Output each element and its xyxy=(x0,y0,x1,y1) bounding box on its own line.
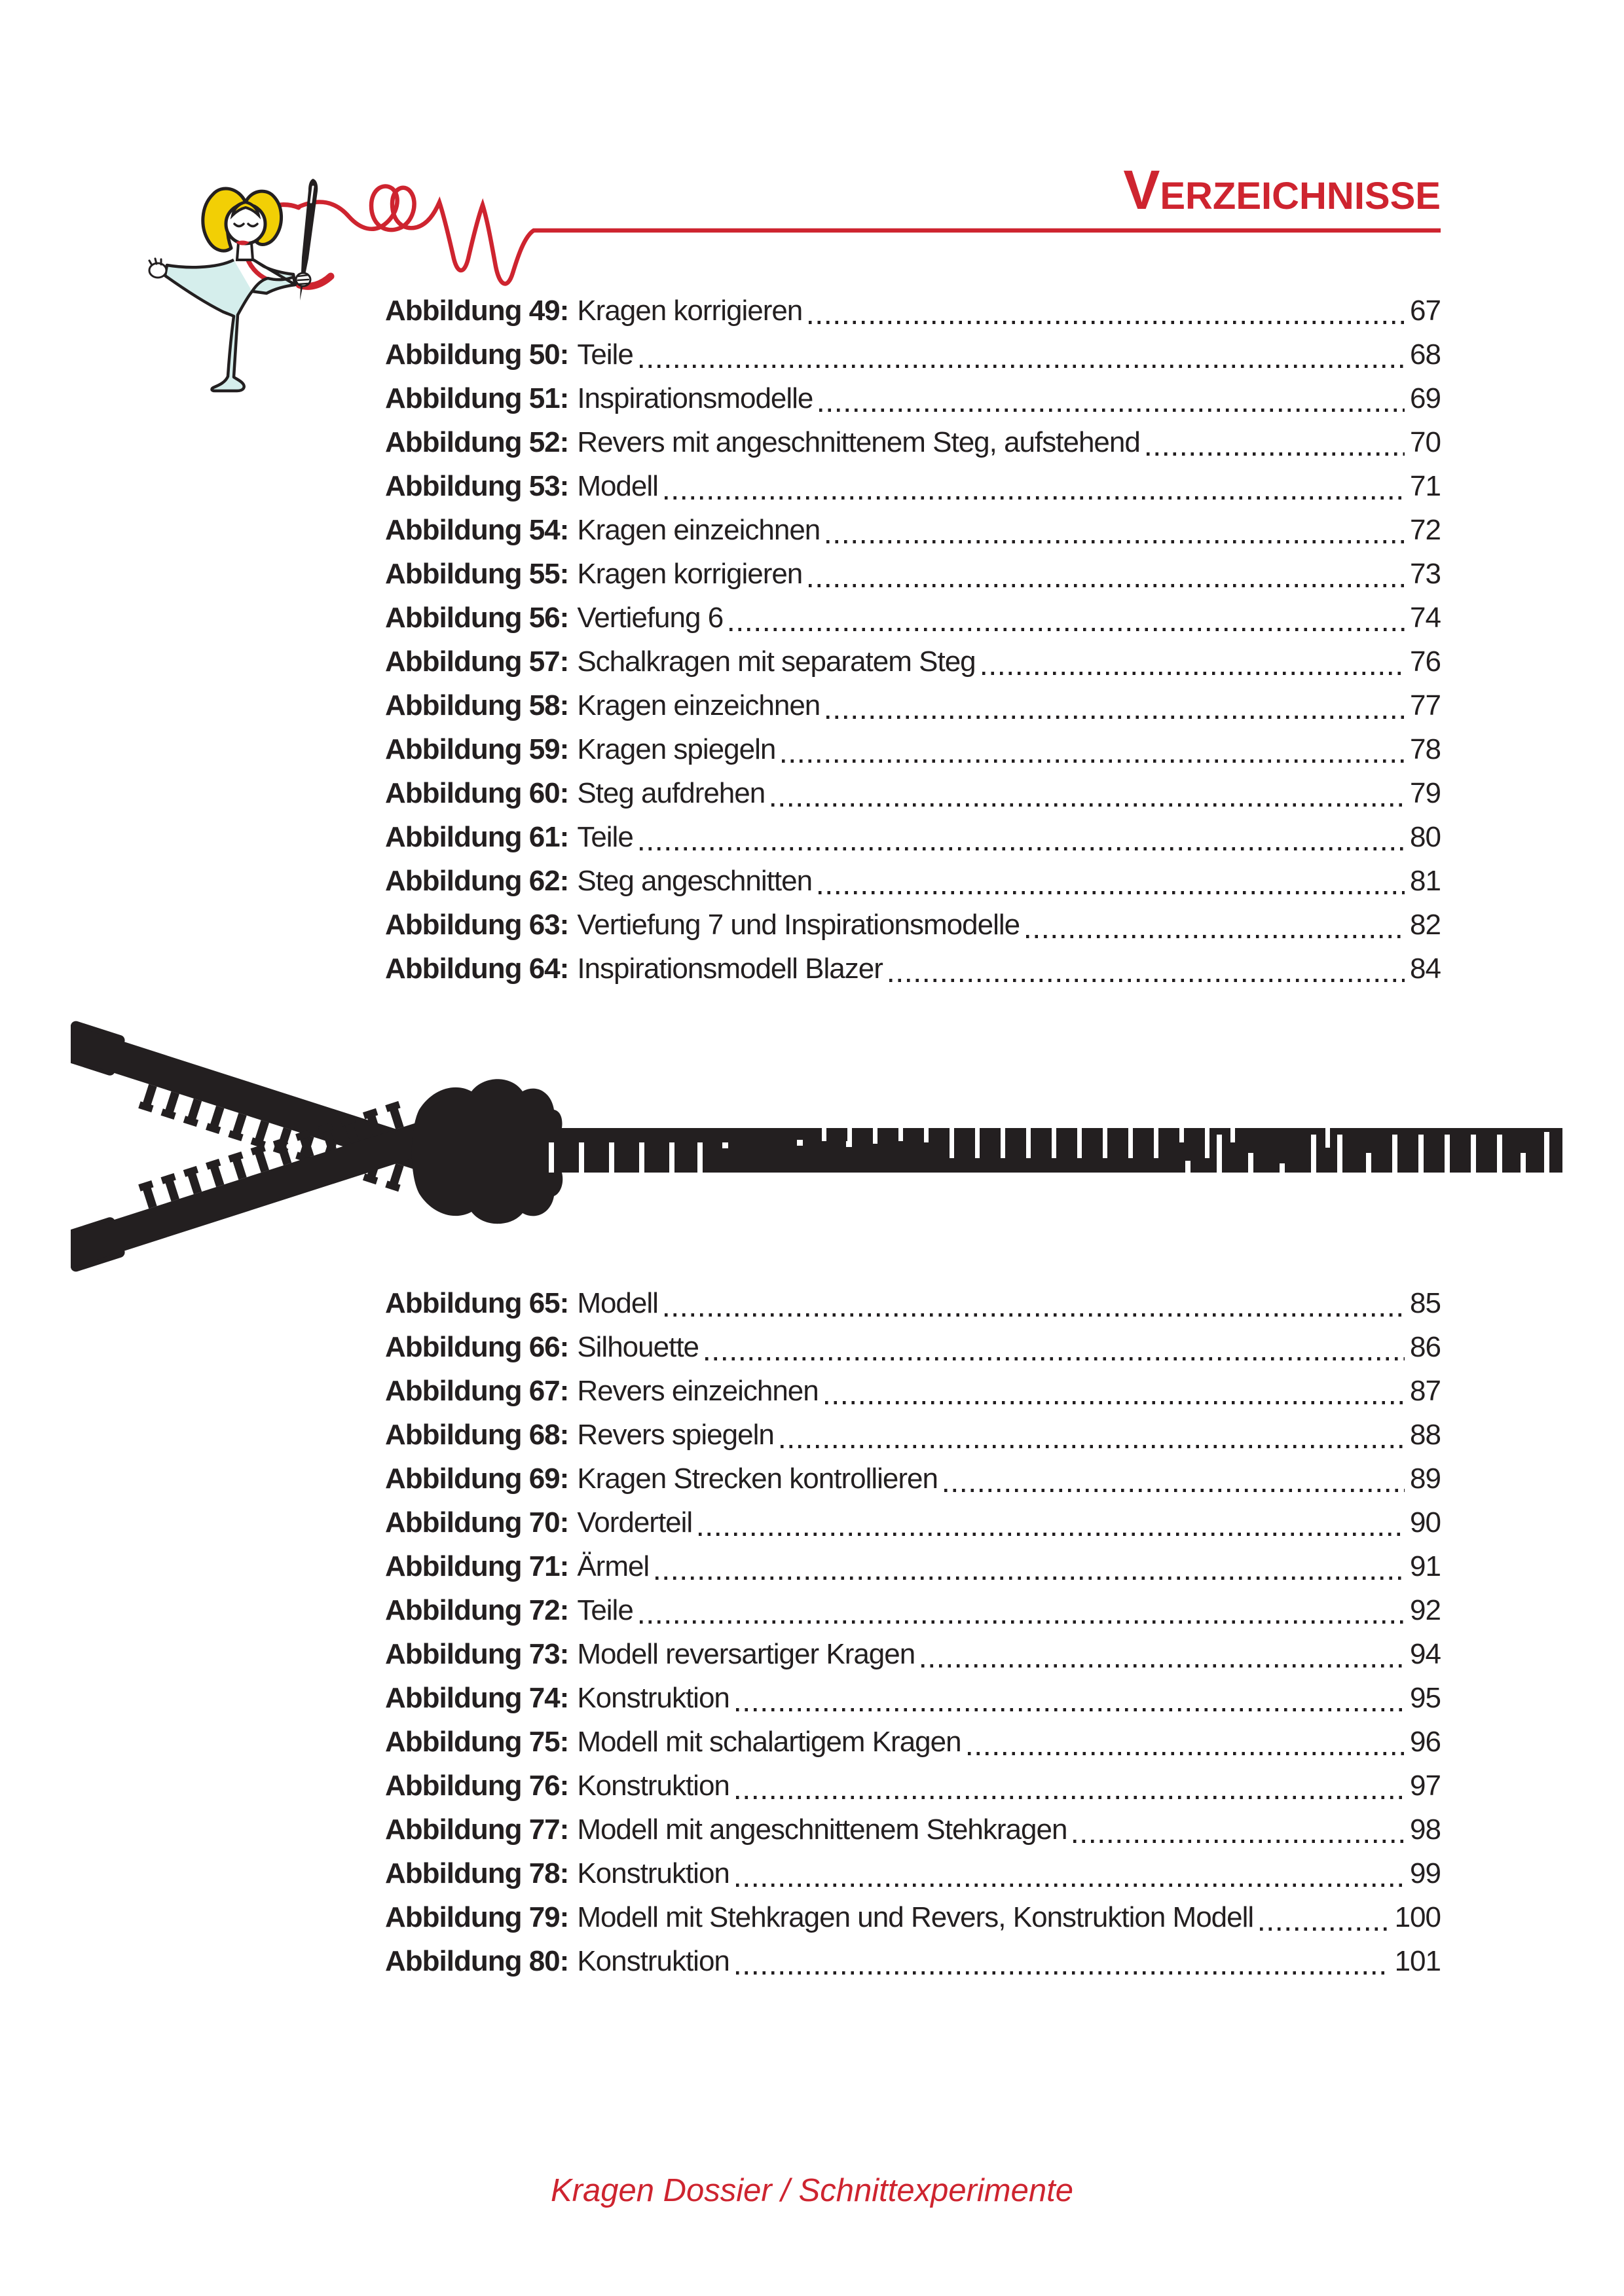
toc-entry[interactable] xyxy=(385,333,1441,376)
figure-title: Vertiefung 7 und Inspirationsmodelle xyxy=(577,909,1020,941)
figure-label: Abbildung 54: xyxy=(385,514,569,546)
page-number: 76 xyxy=(1410,646,1441,678)
page-number: 98 xyxy=(1410,1813,1441,1846)
dot-leader xyxy=(1026,935,1405,938)
figure-label: Abbildung 59: xyxy=(385,733,569,765)
page-number: 96 xyxy=(1410,1726,1441,1758)
toc-entry[interactable] xyxy=(385,1325,1441,1369)
figure-title: Kragen einzeichnen xyxy=(577,689,821,721)
dot-leader xyxy=(826,540,1405,543)
figure-label: Abbildung 60: xyxy=(385,777,569,809)
dot-leader xyxy=(1147,452,1405,456)
page-number: 78 xyxy=(1410,733,1441,765)
zipper-slider xyxy=(412,1079,563,1224)
dot-leader xyxy=(819,409,1405,412)
dot-leader xyxy=(921,1664,1405,1667)
dot-leader xyxy=(968,1752,1405,1755)
dot-leader xyxy=(640,365,1405,368)
figure-label: Abbildung 73: xyxy=(385,1638,569,1670)
toc-entry[interactable] xyxy=(385,1720,1441,1764)
page-number: 67 xyxy=(1410,295,1441,327)
toc-entry[interactable] xyxy=(385,289,1441,333)
figure-label: Abbildung 67: xyxy=(385,1375,569,1407)
right-hand xyxy=(296,273,310,286)
figure-title: Silhouette xyxy=(577,1331,699,1363)
page-number: 95 xyxy=(1410,1682,1441,1714)
figure-title: Kragen einzeichnen xyxy=(577,514,821,546)
toc-entry[interactable] xyxy=(385,1939,1441,1983)
figure-title: Teile xyxy=(577,821,633,853)
dot-leader xyxy=(1260,1927,1389,1931)
toc-entry[interactable] xyxy=(385,903,1441,947)
figure-title: Konstruktion xyxy=(577,1857,729,1889)
figure-title: Modell mit angeschnittenem Stehkragen xyxy=(577,1813,1067,1846)
figure-title: Konstruktion xyxy=(577,1682,729,1714)
dot-leader xyxy=(771,803,1405,807)
dot-leader xyxy=(699,1533,1405,1536)
page-number: 72 xyxy=(1410,514,1441,546)
dot-leader xyxy=(982,672,1405,675)
toc-entry[interactable] xyxy=(385,1588,1441,1632)
dot-leader xyxy=(944,1489,1405,1492)
dot-leader xyxy=(809,321,1405,324)
toc-entry[interactable] xyxy=(385,596,1441,640)
figure-title: Modell xyxy=(577,470,658,502)
toc-entry[interactable] xyxy=(385,1808,1441,1851)
page-number: 82 xyxy=(1410,909,1441,941)
dot-leader xyxy=(781,1445,1405,1448)
figure-title: Vertiefung 6 xyxy=(577,602,724,634)
page-number: 73 xyxy=(1410,558,1441,590)
figure-label: Abbildung 79: xyxy=(385,1901,569,1933)
zipper-illustration xyxy=(71,1011,1564,1286)
page-number: 77 xyxy=(1410,689,1441,721)
page-number: 100 xyxy=(1394,1901,1441,1933)
figure-title: Inspirationsmodell Blazer xyxy=(577,953,883,985)
page-number: 97 xyxy=(1410,1770,1441,1802)
neck xyxy=(237,243,253,260)
page-number: 81 xyxy=(1410,865,1441,897)
figure-title: Teile xyxy=(577,1594,633,1626)
dot-leader xyxy=(889,979,1405,982)
figure-label: Abbildung 49: xyxy=(385,295,569,327)
page-number: 88 xyxy=(1410,1419,1441,1451)
figure-title: Kragen korrigieren xyxy=(577,558,803,590)
toc-entry[interactable] xyxy=(385,1501,1441,1544)
figure-title: Kragen Strecken kontrollieren xyxy=(577,1463,938,1495)
toc-entry[interactable] xyxy=(385,1369,1441,1413)
figure-title: Revers einzeichnen xyxy=(577,1375,819,1407)
figure-title: Schalkragen mit separatem Steg xyxy=(577,646,976,678)
figure-title: Revers spiegeln xyxy=(577,1419,774,1451)
figure-title: Kragen korrigieren xyxy=(577,295,803,327)
toc-entry[interactable] xyxy=(385,947,1441,991)
page-number: 85 xyxy=(1410,1287,1441,1319)
dot-leader xyxy=(825,1401,1405,1404)
figure-label: Abbildung 53: xyxy=(385,470,569,502)
dot-leader xyxy=(640,847,1405,850)
page-number: 91 xyxy=(1410,1550,1441,1582)
figure-label: Abbildung 78: xyxy=(385,1857,569,1889)
figure-label: Abbildung 69: xyxy=(385,1463,569,1495)
dot-leader xyxy=(782,759,1405,763)
dot-leader xyxy=(826,716,1405,719)
figure-list-1 xyxy=(385,289,1441,991)
figure-label: Abbildung 76: xyxy=(385,1770,569,1802)
page-number: 101 xyxy=(1394,1945,1441,1977)
toc-entry[interactable] xyxy=(385,1632,1441,1676)
page-number: 68 xyxy=(1410,338,1441,371)
figure-title: Modell reversartiger Kragen xyxy=(577,1638,915,1670)
dot-leader xyxy=(736,1971,1390,1975)
figure-label: Abbildung 70: xyxy=(385,1506,569,1539)
figure-title: Vorderteil xyxy=(577,1506,693,1539)
toc-entry[interactable] xyxy=(385,464,1441,508)
toc-entry[interactable] xyxy=(385,1764,1441,1808)
figure-title: Steg aufdrehen xyxy=(577,777,766,809)
toc-entry[interactable] xyxy=(385,552,1441,596)
figure-title: Revers mit angeschnittenem Steg, aufstehend xyxy=(577,426,1140,458)
figure-label: Abbildung 80: xyxy=(385,1945,569,1977)
dot-leader xyxy=(705,1357,1405,1360)
dot-leader xyxy=(809,584,1405,587)
dress xyxy=(165,260,295,391)
figure-label: Abbildung 57: xyxy=(385,646,569,678)
zipper-band xyxy=(557,1128,1562,1173)
toc-entry[interactable] xyxy=(385,1676,1441,1720)
page-number: 84 xyxy=(1410,953,1441,985)
dot-leader xyxy=(736,1884,1405,1887)
page-number: 79 xyxy=(1410,777,1441,809)
toc-entry[interactable] xyxy=(385,1281,1441,1325)
figure-label: Abbildung 74: xyxy=(385,1682,569,1714)
figure-list-2 xyxy=(385,1281,1441,1983)
figure-label: Abbildung 68: xyxy=(385,1419,569,1451)
figure-label: Abbildung 50: xyxy=(385,338,569,371)
figure-label: Abbildung 71: xyxy=(385,1550,569,1582)
dot-leader xyxy=(819,891,1405,894)
toc-entry[interactable] xyxy=(385,815,1441,859)
figure-label: Abbildung 52: xyxy=(385,426,569,458)
page-number: 87 xyxy=(1410,1375,1441,1407)
page-title: VERZEICHNISSE xyxy=(1123,159,1441,221)
toc-entry[interactable] xyxy=(385,508,1441,552)
page-number: 74 xyxy=(1410,602,1441,634)
dot-leader xyxy=(1073,1840,1405,1843)
page-number: 71 xyxy=(1410,470,1441,502)
toc-entry[interactable] xyxy=(385,640,1441,683)
figure-title: Ärmel xyxy=(577,1550,650,1582)
toc-entry[interactable] xyxy=(385,1457,1441,1501)
page-number: 92 xyxy=(1410,1594,1441,1626)
toc-entry[interactable] xyxy=(385,1895,1441,1939)
toc-entry[interactable] xyxy=(385,859,1441,903)
figure-title: Teile xyxy=(577,338,633,371)
figure-label: Abbildung 56: xyxy=(385,602,569,634)
figure-title: Modell xyxy=(577,1287,658,1319)
seamstress-figure xyxy=(149,179,318,391)
figure-title: Modell mit Stehkragen und Revers, Konstruktion Modell xyxy=(577,1901,1254,1933)
toc-entry[interactable] xyxy=(385,683,1441,727)
figure-label: Abbildung 55: xyxy=(385,558,569,590)
figure-title: Modell mit schalartigem Kragen xyxy=(577,1726,961,1758)
dot-leader xyxy=(640,1620,1405,1624)
figure-label: Abbildung 58: xyxy=(385,689,569,721)
page-number: 94 xyxy=(1410,1638,1441,1670)
page-number: 90 xyxy=(1410,1506,1441,1539)
face xyxy=(226,204,265,244)
toc-entry[interactable] xyxy=(385,771,1441,815)
figure-label: Abbildung 61: xyxy=(385,821,569,853)
page-number: 86 xyxy=(1410,1331,1441,1363)
figure-label: Abbildung 51: xyxy=(385,382,569,414)
toc-entry[interactable] xyxy=(385,727,1441,771)
figure-title: Kragen spiegeln xyxy=(577,733,776,765)
toc-entry[interactable] xyxy=(385,1851,1441,1895)
figure-label: Abbildung 65: xyxy=(385,1287,569,1319)
left-hand xyxy=(149,259,166,278)
toc-entry[interactable] xyxy=(385,1544,1441,1588)
toc-entry[interactable] xyxy=(385,420,1441,464)
figure-title: Konstruktion xyxy=(577,1945,729,1977)
dot-leader xyxy=(736,1796,1405,1799)
figure-label: Abbildung 62: xyxy=(385,865,569,897)
figure-title: Inspirationsmodelle xyxy=(577,382,813,414)
zipper-lower-tape xyxy=(71,1098,428,1273)
figure-label: Abbildung 72: xyxy=(385,1594,569,1626)
page-number: 80 xyxy=(1410,821,1441,853)
page-number: 89 xyxy=(1410,1463,1441,1495)
toc-entry[interactable] xyxy=(385,376,1441,420)
figure-label: Abbildung 64: xyxy=(385,953,569,985)
figure-label: Abbildung 63: xyxy=(385,909,569,941)
page-footer: Kragen Dossier / Schnittexperimente xyxy=(551,2173,1073,2208)
dot-leader xyxy=(665,496,1405,500)
page-number: 99 xyxy=(1410,1857,1441,1889)
figure-label: Abbildung 75: xyxy=(385,1726,569,1758)
figure-label: Abbildung 66: xyxy=(385,1331,569,1363)
toc-entry[interactable] xyxy=(385,1413,1441,1457)
figure-title: Steg angeschnitten xyxy=(577,865,813,897)
figure-title: Konstruktion xyxy=(577,1770,729,1802)
figure-label: Abbildung 77: xyxy=(385,1813,569,1846)
dot-leader xyxy=(736,1708,1405,1711)
page-number: 70 xyxy=(1410,426,1441,458)
dot-leader xyxy=(665,1313,1405,1317)
dot-leader xyxy=(729,628,1405,631)
page-number: 69 xyxy=(1410,382,1441,414)
dot-leader xyxy=(655,1576,1405,1580)
